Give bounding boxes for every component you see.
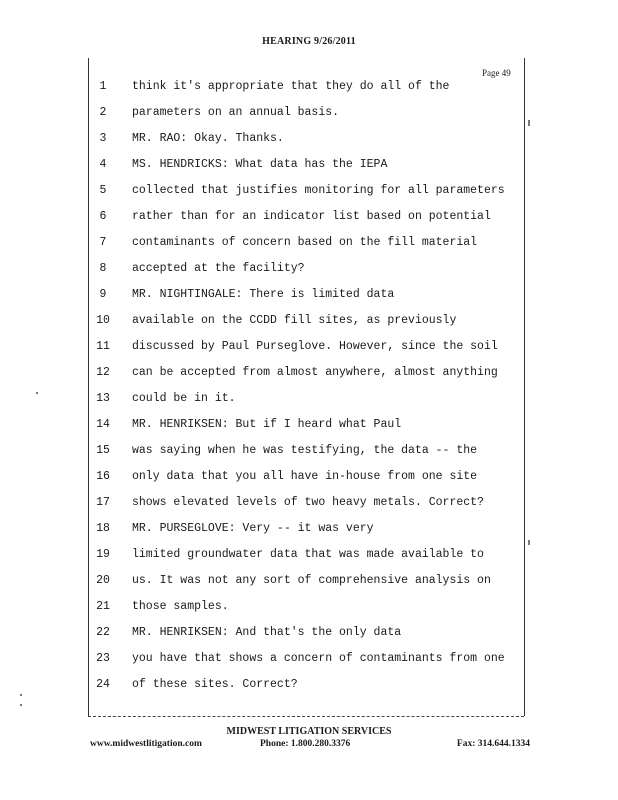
transcript-line (0, 574, 618, 594)
transcript-line (0, 314, 618, 334)
transcript-line (0, 366, 618, 386)
footer-phone: Phone: 1.800.280.3376 (260, 739, 351, 749)
transcript-line (0, 418, 618, 438)
frame-bottom-rule (88, 716, 524, 717)
transcript-line (0, 522, 618, 542)
footer-company-name: MIDWEST LITIGATION SERVICES (226, 726, 392, 737)
line-number: 5 (99, 184, 107, 197)
line-text: discussed by Paul Purseglove. However, since the soil (132, 340, 498, 353)
line-text: rather than for an indicator list based on potential (132, 210, 491, 223)
transcript-line (0, 80, 618, 100)
footer-website: www.midwestlitigation.com (90, 739, 202, 749)
line-text: think it's appropriate that they do all of the (132, 80, 450, 93)
scan-speck (20, 704, 22, 706)
line-text: MR. RAO: Okay. Thanks. (132, 132, 284, 145)
footer-fax: Fax: 314.644.1334 (456, 739, 530, 749)
line-number: 13 (96, 392, 110, 405)
line-number: 8 (99, 262, 107, 275)
line-number: 22 (96, 626, 110, 639)
line-text: could be in it. (132, 392, 236, 405)
line-number: 19 (96, 548, 110, 561)
line-text: MR. HENRIKSEN: And that's the only data (132, 626, 402, 639)
transcript-line (0, 210, 618, 230)
line-number: 18 (96, 522, 110, 535)
line-text: MR. HENRIKSEN: But if I heard what Paul (132, 418, 402, 431)
line-number: 7 (99, 236, 107, 249)
scan-speck (528, 120, 530, 126)
line-text: limited groundwater data that was made available to (132, 548, 484, 561)
line-text: can be accepted from almost anywhere, almost anything (132, 366, 498, 379)
transcript-line (0, 444, 618, 464)
line-text: accepted at the facility? (132, 262, 305, 275)
transcript-line (0, 626, 618, 646)
transcript-line (0, 600, 618, 620)
transcript-line (0, 340, 618, 360)
line-text: MR. PURSEGLOVE: Very -- it was very (132, 522, 374, 535)
document-header: HEARING 9/26/2011 (262, 36, 356, 47)
line-text: those samples. (132, 600, 229, 613)
line-number: 14 (96, 418, 110, 431)
transcript-line (0, 470, 618, 490)
line-text: was saying when he was testifying, the data -- the (132, 444, 478, 457)
transcript-line (0, 496, 618, 516)
transcript-line (0, 106, 618, 126)
line-number: 20 (96, 574, 110, 587)
line-number: 24 (96, 678, 110, 691)
line-number: 15 (96, 444, 110, 457)
line-text: parameters on an annual basis. (132, 106, 340, 119)
transcript-line (0, 288, 618, 308)
line-text: MR. NIGHTINGALE: There is limited data (132, 288, 395, 301)
line-text: shows elevated levels of two heavy metals. Correct? (132, 496, 484, 509)
line-text: MS. HENDRICKS: What data has the IEPA (132, 158, 388, 171)
line-number: 21 (96, 600, 110, 613)
transcript-line (0, 548, 618, 568)
line-number: 1 (99, 80, 107, 93)
transcript-line (0, 392, 618, 412)
line-number: 17 (96, 496, 110, 509)
transcript-line (0, 184, 618, 204)
transcript-line (0, 236, 618, 256)
line-text: contaminants of concern based on the fill material (132, 236, 478, 249)
line-number: 3 (99, 132, 107, 145)
line-number: 11 (96, 340, 110, 353)
line-number: 10 (96, 314, 110, 327)
line-text: only data that you all have in-house from one site (132, 470, 478, 483)
footer-contact-row (90, 739, 530, 753)
transcript-line (0, 262, 618, 282)
line-number: 16 (96, 470, 110, 483)
line-text: collected that justifies monitoring for all parameters (132, 184, 505, 197)
line-number: 6 (99, 210, 107, 223)
line-number: 2 (99, 106, 107, 119)
line-text: of these sites. Correct? (132, 678, 298, 691)
line-number: 9 (99, 288, 107, 301)
transcript-line (0, 132, 618, 152)
line-text: you have that shows a concern of contaminants from one (132, 652, 505, 665)
scan-speck (528, 540, 530, 545)
line-number: 12 (96, 366, 110, 379)
transcript-line (0, 652, 618, 672)
line-text: available on the CCDD fill sites, as previously (132, 314, 457, 327)
line-text: us. It was not any sort of comprehensive analysis on (132, 574, 491, 587)
page-number: Page 49 (482, 68, 511, 78)
scan-speck (36, 392, 38, 394)
scan-speck (20, 694, 22, 696)
transcript-line (0, 158, 618, 178)
line-number: 4 (99, 158, 107, 171)
transcript-line (0, 678, 618, 698)
line-number: 23 (96, 652, 110, 665)
